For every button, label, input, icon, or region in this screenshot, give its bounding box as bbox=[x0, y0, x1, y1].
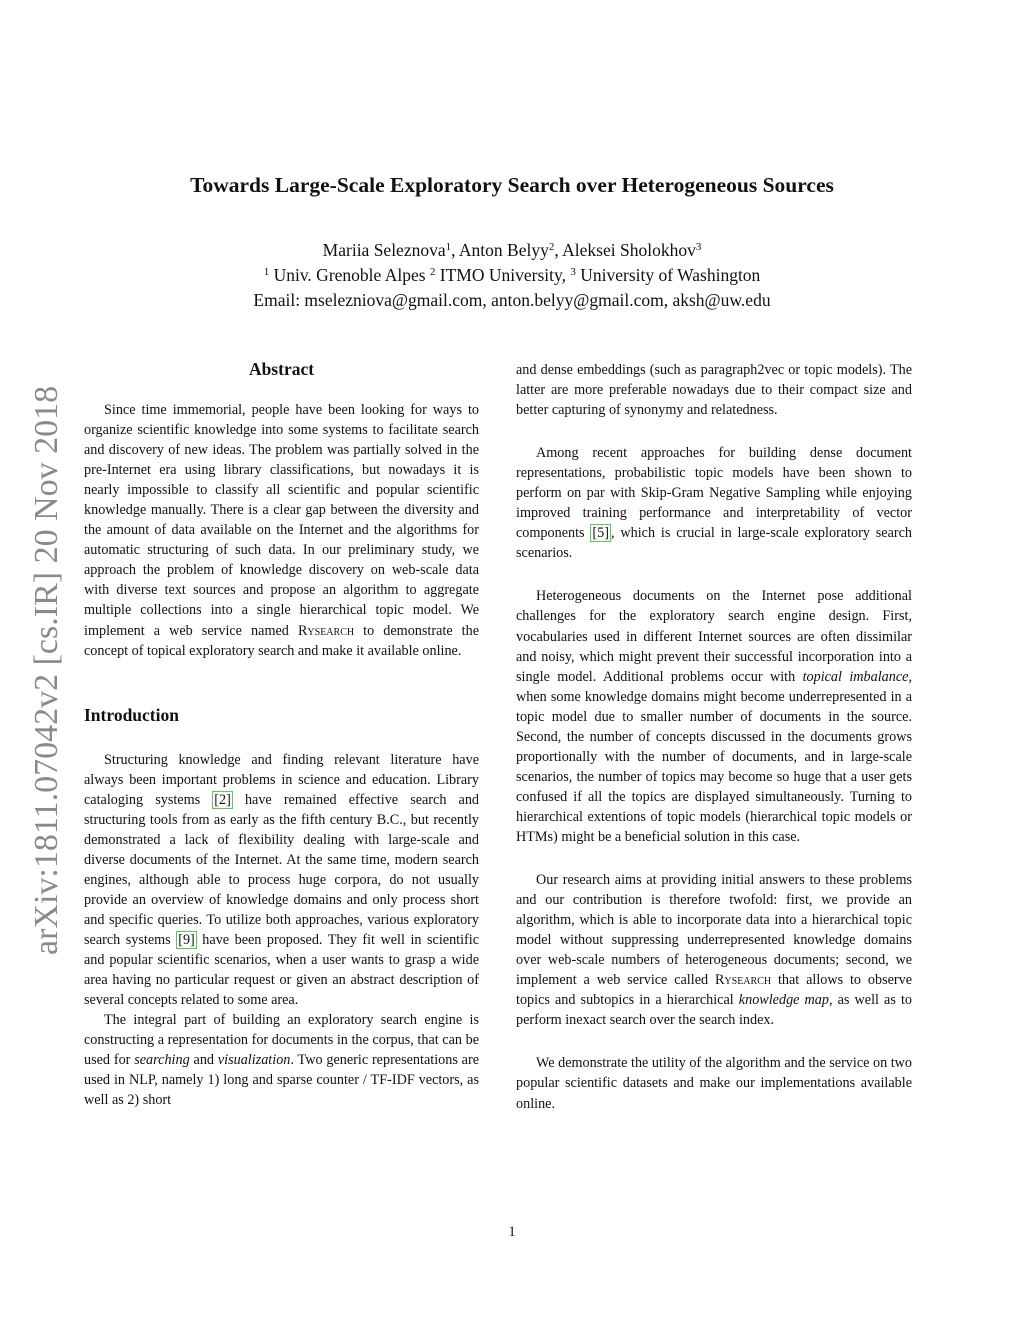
emphasis: searching bbox=[134, 1052, 190, 1069]
paragraph-text: Our research aims at providing initial answers to these problems and our contribution is therefore twofold: first, we provide an algorithm, which is able to incorporate data into a hierarchical topic model without suppressing underrepresented knowledge domains over web-scale numbers of heterogeneous documents; second, we implement a web service called bbox=[516, 872, 912, 989]
citation-link-5[interactable]: [5] bbox=[592, 525, 609, 542]
affiliation-mark: 2 bbox=[429, 266, 436, 278]
system-name: Rysearch bbox=[297, 622, 355, 639]
author-block bbox=[0, 238, 1024, 313]
abstract-body-end: to demonstrate the concept of topical exploratory search and make it available online. bbox=[84, 622, 480, 659]
paragraph-heterogeneous bbox=[516, 586, 912, 847]
author-name: Aleksei Sholokhov bbox=[562, 240, 696, 260]
citation-link-9[interactable]: [9] bbox=[178, 932, 195, 949]
affiliation: ITMO University, bbox=[439, 265, 566, 285]
system-name: Rysearch bbox=[714, 972, 772, 989]
right-column bbox=[516, 360, 912, 1114]
paragraph-text: and bbox=[193, 1052, 215, 1069]
paragraph-text: The integral part of building an exploratory search engine is constructing a representation for documents in the corpus, that can be used for bbox=[84, 1012, 479, 1069]
affiliation-mark: 1 bbox=[263, 266, 270, 278]
paragraph-text: Among recent approaches for building dense document representations, probabilistic topic models have been shown to perform on par with Skip-Gram Negative Sampling while enjoying improved training performance and interpretability of vector components bbox=[516, 445, 912, 542]
author-mark: 2 bbox=[548, 241, 555, 253]
author-emails: Email: mselezniova@gmail.com, anton.belyy@gmail.com, aksh@uw.edu bbox=[253, 290, 771, 310]
affiliation-mark: 3 bbox=[570, 266, 576, 278]
paper-title: Towards Large-Scale Exploratory Search over Heterogeneous Sources bbox=[190, 173, 834, 197]
abstract-heading: Abstract bbox=[248, 359, 315, 379]
paragraph-text: Structuring knowledge and finding relevant literature have always been important problems in science and education. Library cataloging systems bbox=[84, 751, 479, 808]
emphasis: topical imbalance bbox=[802, 668, 909, 685]
paragraph-text: that allows to observe topics and subtopics in a hierarchical bbox=[516, 972, 912, 1009]
section-heading-introduction: Introduction bbox=[84, 704, 179, 725]
emphasis: knowledge map bbox=[738, 992, 829, 1009]
abstract-text bbox=[84, 400, 479, 661]
paragraph-text: , which is crucial in large-scale exploratory search scenarios. bbox=[516, 525, 913, 562]
citation-link-2[interactable]: [2] bbox=[214, 791, 231, 808]
left-column bbox=[84, 358, 479, 1110]
abstract-body: Since time immemorial, people have been looking for ways to organize scientific knowledge into some systems to facilitate search and discovery of new ideas. The problem was partially solved in the pre-Internet era using library classifications, but nowadays it is nearly impossible to classify all scientific and popular scientific knowledge manually. There is a clear gap between the diversity and the amount of data available on the Internet and the algorithms for automatic structuring of such data. In our preliminary study, we approach the problem of knowledge discovery on web-scale data with diverse text sources and propose an algorithm to aggregate multiple collections into a single hierarchical topic model. We implement a web service named bbox=[84, 402, 479, 639]
paragraph-text: , when some knowledge domains might become underrepresented in a topic model due to smaller number of documents in the source. Second, the number of concepts discussed in the documents grows proportionally with the number of documents, and in large-scale scenarios, the number of topics may become so huge that a user gets confused if all the topics are displayed simultaneously. Turning to hierarchical extentions of topic models (hierarchical topic models or HTMs) might be a beneficial solution in this case. bbox=[516, 668, 912, 845]
author-affiliations bbox=[0, 263, 1024, 288]
paragraph-continuation: and dense embeddings (such as paragraph2vec or topic models). The latter are more preferable nowadays due to their compact size and better capturing of synonymy and relatedness. bbox=[516, 362, 912, 419]
intro-paragraph-2 bbox=[84, 1010, 479, 1110]
affiliation: University of Washington bbox=[580, 265, 761, 285]
arxiv-stamp: arXiv:1811.07042v2 [cs.IR] 20 Nov 2018 bbox=[28, 385, 65, 955]
paragraph-text: Heterogeneous documents on the Internet pose additional challenges for the exploratory search engine design. First, vocabularies used in different Internet sources are often dissimilar and noisy, which might prevent their successful incorporation into a single model. Additional problems occur with bbox=[516, 588, 912, 685]
paragraph-text: have remained effective search and structuring tools from as early as the fifth century B.C., but recently demonstrated a lack of flexibility dealing with large-scale and diverse documents of the Internet. At the same time, modern search engines, although able to process huge corpora, do not usually provide an overview of knowledge domains and only process short and specific queries. To utilize both approaches, various exploratory search systems bbox=[84, 791, 480, 949]
author-name: Anton Belyy bbox=[458, 240, 549, 260]
intro-paragraph-1 bbox=[84, 750, 479, 1011]
paragraph-text: , as well as to perform inexact search over the search index. bbox=[516, 992, 912, 1029]
author-mark: 1 bbox=[445, 241, 452, 253]
emphasis: visualization bbox=[217, 1052, 291, 1069]
page-number: 1 bbox=[508, 1224, 516, 1240]
author-names: Mariia Seleznova$^1$, Anton Belyy$^2$, Aleksei Sholokhov$^3$ bbox=[322, 240, 702, 260]
author-name: Mariia Seleznova bbox=[322, 240, 446, 260]
paragraph-topic-models bbox=[516, 443, 912, 563]
paragraph-text: have been proposed. They fit well in scientific and popular scientific scenarios, when a user wants to grasp a wide area having no particular request or given an abstract description of several concepts related to some area. bbox=[84, 932, 480, 1009]
affiliation: Univ. Grenoble Alpes bbox=[273, 265, 426, 285]
paragraph-demonstration: We demonstrate the utility of the algorithm and the service on two popular scientific datasets and make our implementations available online. bbox=[516, 1055, 912, 1112]
author-mark: 3 bbox=[695, 241, 702, 253]
paragraph-contribution bbox=[516, 870, 912, 1030]
paragraph-text: . Two generic representations are used in NLP, namely 1) long and sparse counter / TF-IDF vectors, as well as 2) short bbox=[84, 1052, 479, 1109]
